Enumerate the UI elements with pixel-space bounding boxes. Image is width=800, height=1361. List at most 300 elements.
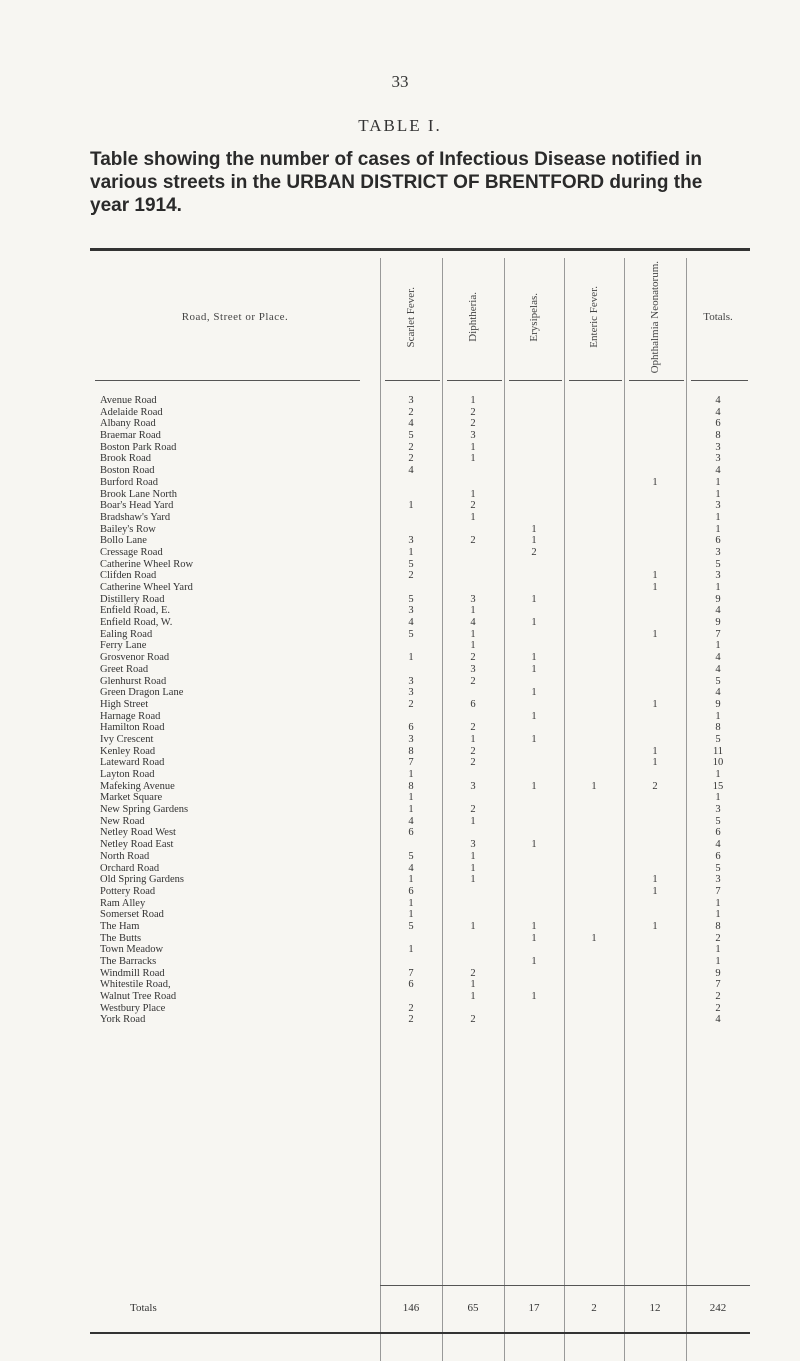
road-name: Boar's Head Yard [100, 500, 174, 512]
cell-scarlet: 4 [408, 418, 414, 430]
table-row [0, 746, 800, 758]
header-scarlet-label: Scarlet Fever. [405, 286, 417, 348]
cell-total: 3 [715, 500, 721, 512]
table-row [0, 886, 800, 898]
cell-erysipelas: 1 [531, 991, 537, 1003]
cell-total: 4 [715, 1014, 721, 1026]
cell-scarlet: 3 [408, 605, 414, 617]
totals-rule [380, 1285, 750, 1286]
road-name: New Spring Gardens [100, 804, 189, 816]
cell-scarlet: 1 [408, 500, 414, 512]
cell-total: 1 [715, 488, 721, 500]
cell-diphtheria: 1 [470, 441, 476, 453]
cell-diphtheria: 1 [470, 991, 476, 1003]
cell-scarlet: 2 [408, 1014, 414, 1026]
cell-diphtheria: 3 [470, 780, 476, 792]
road-name: New Road [100, 815, 145, 827]
cell-total: 6 [715, 827, 721, 839]
cell-erysipelas: 1 [531, 687, 537, 699]
cell-scarlet: 2 [408, 1002, 414, 1014]
totals-label: Totals [130, 1302, 157, 1314]
cell-diphtheria: 1 [470, 979, 476, 991]
total-erysipelas: 17 [528, 1302, 540, 1314]
table-row [0, 465, 800, 477]
road-name: Lateward Road [100, 757, 165, 769]
road-name: Netley Road West [100, 827, 176, 839]
cell-total: 1 [715, 792, 721, 804]
cell-scarlet: 7 [408, 757, 414, 769]
table-row [0, 804, 800, 816]
cell-scarlet: 5 [408, 558, 414, 570]
cell-total: 4 [715, 687, 721, 699]
cell-total: 1 [715, 909, 721, 921]
cell-erysipelas: 1 [531, 535, 537, 547]
cell-diphtheria: 1 [470, 640, 476, 652]
cell-ophthalmia: 1 [652, 476, 658, 488]
cell-scarlet: 1 [408, 792, 414, 804]
road-name: Bailey's Row [100, 523, 156, 535]
cell-diphtheria: 4 [470, 617, 476, 629]
cell-erysipelas: 1 [531, 593, 537, 605]
cell-ophthalmia: 1 [652, 582, 658, 593]
road-name: Boston Park Road [100, 441, 177, 453]
table-row [0, 535, 800, 547]
cell-erysipelas: 1 [531, 956, 537, 967]
cell-diphtheria: 2 [470, 406, 476, 418]
cell-erysipelas: 1 [531, 920, 537, 932]
road-name: Burford Road [100, 476, 159, 488]
cell-ophthalmia: 1 [652, 920, 658, 932]
cell-diphtheria: 1 [470, 488, 476, 500]
table-row [0, 500, 800, 512]
cell-scarlet: 5 [408, 430, 414, 442]
header-ophthalmia [624, 258, 686, 376]
cell-total: 6 [715, 535, 721, 547]
cell-scarlet: 3 [408, 395, 414, 406]
cell-diphtheria: 1 [470, 605, 476, 617]
cell-total: 1 [715, 640, 721, 652]
cell-total: 2 [715, 1002, 721, 1014]
cell-diphtheria: 3 [470, 430, 476, 442]
cell-erysipelas: 1 [531, 652, 537, 664]
cell-total: 4 [715, 395, 721, 406]
cell-diphtheria: 2 [470, 500, 476, 512]
header-enteric-label: Enteric Fever. [588, 286, 600, 348]
cell-erysipelas: 1 [531, 710, 537, 722]
total-enteric: 2 [591, 1302, 597, 1314]
cell-total: 9 [715, 617, 721, 629]
table-row [0, 722, 800, 734]
cell-diphtheria: 6 [470, 698, 476, 710]
cell-total: 3 [715, 874, 721, 886]
header-totals: Totals. [703, 311, 733, 323]
cell-scarlet: 5 [408, 593, 414, 605]
road-name: Mafeking Avenue [100, 780, 175, 792]
cell-total: 1 [715, 523, 721, 535]
cell-diphtheria: 1 [470, 733, 476, 745]
cell-scarlet: 2 [408, 406, 414, 418]
road-name: Green Dragon Lane [100, 687, 184, 699]
total-scarlet: 146 [402, 1302, 420, 1314]
table-row [0, 1003, 800, 1015]
road-name: Grosvenor Road [100, 652, 170, 664]
cell-total: 3 [715, 453, 721, 465]
cell-scarlet: 8 [408, 745, 414, 757]
table-row [0, 769, 800, 781]
road-name: Walnut Tree Road [100, 991, 177, 1003]
cell-total: 4 [715, 663, 721, 675]
cell-total: 2 [715, 932, 721, 944]
cell-total: 1 [715, 956, 721, 967]
cell-diphtheria: 1 [470, 850, 476, 862]
cell-ophthalmia: 1 [652, 745, 658, 757]
header-underline [385, 380, 440, 381]
cell-total: 11 [712, 745, 724, 757]
table-row [0, 711, 800, 723]
cell-total: 8 [715, 920, 721, 932]
cell-scarlet: 1 [408, 944, 414, 956]
cell-total: 8 [715, 722, 721, 734]
cell-scarlet: 6 [408, 885, 414, 897]
header-underline [509, 380, 562, 381]
table-row [0, 851, 800, 863]
cell-diphtheria: 3 [470, 663, 476, 675]
table-row [0, 407, 800, 419]
cell-scarlet: 2 [408, 453, 414, 465]
cell-scarlet: 1 [408, 909, 414, 921]
cell-total: 7 [715, 979, 721, 991]
cell-erysipelas: 2 [531, 546, 537, 558]
table-row [0, 477, 800, 489]
road-name: Ivy Crescent [100, 733, 154, 745]
table-row [0, 956, 800, 968]
table-row [0, 734, 800, 746]
table-row [0, 687, 800, 699]
cell-diphtheria: 1 [470, 395, 476, 406]
cell-diphtheria: 1 [470, 874, 476, 886]
cell-ophthalmia: 1 [652, 885, 658, 897]
grand-total: 242 [709, 1302, 727, 1314]
table-row [0, 664, 800, 676]
header-enteric-fever [564, 258, 624, 376]
road-name: Brook Road [100, 453, 152, 465]
road-name: Distillery Road [100, 593, 165, 605]
cell-scarlet: 1 [408, 874, 414, 886]
header-diphtheria-label: Diphtheria. [467, 292, 479, 342]
cell-erysipelas: 1 [531, 523, 537, 535]
cell-diphtheria: 2 [470, 757, 476, 769]
road-name: Clifden Road [100, 570, 157, 582]
totals-row [0, 1301, 800, 1315]
road-name: Windmill Road [100, 967, 165, 979]
cell-scarlet: 5 [408, 628, 414, 640]
header-diphtheria [442, 258, 504, 376]
table-row [0, 757, 800, 769]
table-row [0, 676, 800, 688]
cell-scarlet: 1 [408, 652, 414, 664]
cell-scarlet: 2 [408, 570, 414, 582]
table-row [0, 547, 800, 559]
cell-diphtheria: 1 [470, 628, 476, 640]
cell-enteric: 1 [591, 780, 597, 792]
cell-diphtheria: 1 [470, 511, 476, 523]
road-name: Bollo Lane [100, 535, 147, 547]
cell-total: 1 [715, 897, 721, 909]
table-label: TABLE I. [358, 116, 442, 135]
cell-scarlet: 4 [408, 815, 414, 827]
road-name: Ferry Lane [100, 640, 147, 652]
cell-total: 4 [715, 839, 721, 851]
table-row [0, 605, 800, 617]
cell-diphtheria: 1 [470, 815, 476, 827]
cell-scarlet: 4 [408, 862, 414, 874]
cell-total: 15 [712, 780, 724, 792]
road-name: Catherine Wheel Row [100, 558, 194, 570]
cell-scarlet: 6 [408, 827, 414, 839]
cell-total: 9 [715, 967, 721, 979]
table-row [0, 816, 800, 828]
table-row [0, 418, 800, 430]
cell-total: 4 [715, 465, 721, 477]
header-ophthalmia-label: Ophthalmia Neonatorum. [649, 260, 661, 374]
road-name: Enfield Road, E. [100, 605, 170, 617]
cell-diphtheria: 1 [470, 453, 476, 465]
cell-erysipelas: 1 [531, 663, 537, 675]
table-row [0, 979, 800, 991]
header-underline [95, 380, 360, 381]
cell-scarlet: 1 [408, 897, 414, 909]
header-underline [569, 380, 622, 381]
cell-scarlet: 1 [408, 769, 414, 780]
table-row [0, 909, 800, 921]
table-row [0, 991, 800, 1003]
cell-diphtheria: 2 [470, 418, 476, 430]
road-name: Brook Lane North [100, 488, 177, 500]
cell-total: 1 [715, 582, 721, 593]
table-row [0, 570, 800, 582]
road-name: Enfield Road, W. [100, 617, 173, 629]
cell-total: 3 [715, 570, 721, 582]
table-row [0, 827, 800, 839]
table-row [0, 559, 800, 571]
header-road: Road, Street or Place. [181, 311, 289, 323]
cell-scarlet: 1 [408, 804, 414, 816]
table-row [0, 968, 800, 980]
header-underline [691, 380, 748, 381]
cell-scarlet: 6 [408, 722, 414, 734]
road-name: Westbury Place [100, 1002, 166, 1014]
cell-total: 5 [715, 558, 721, 570]
cell-total: 1 [715, 476, 721, 488]
road-name: Somerset Road [100, 909, 164, 921]
cell-scarlet: 3 [408, 687, 414, 699]
header-erysipelas [504, 258, 564, 376]
table-row [0, 781, 800, 793]
cell-scarlet: 5 [408, 920, 414, 932]
cell-total: 1 [715, 710, 721, 722]
road-name: Ealing Road [100, 628, 153, 640]
cell-ophthalmia: 1 [652, 757, 658, 769]
road-name: Pottery Road [100, 885, 156, 897]
cell-ophthalmia: 1 [652, 874, 658, 886]
table-row [0, 512, 800, 524]
header-scarlet-fever [380, 258, 442, 376]
road-name: Glenhurst Road [100, 675, 167, 687]
road-name: Harnage Road [100, 710, 161, 722]
cell-total: 7 [715, 628, 721, 640]
cell-diphtheria: 2 [470, 745, 476, 757]
cell-diphtheria: 2 [470, 804, 476, 816]
cell-total: 9 [715, 593, 721, 605]
cell-diphtheria: 1 [470, 862, 476, 874]
table-row [0, 442, 800, 454]
road-name: Orchard Road [100, 862, 160, 874]
road-name: Old Spring Gardens [100, 874, 184, 886]
cell-scarlet: 2 [408, 698, 414, 710]
table-body [0, 395, 800, 1026]
cell-scarlet: 8 [408, 780, 414, 792]
cell-enteric: 1 [591, 932, 597, 944]
road-name: Catherine Wheel Yard [100, 582, 193, 593]
cell-erysipelas: 1 [531, 617, 537, 629]
road-name: Ram Alley [100, 897, 146, 909]
total-ophthalmia: 12 [649, 1302, 661, 1314]
road-name: The Ham [100, 920, 140, 932]
cell-ophthalmia: 1 [652, 628, 658, 640]
cell-total: 7 [715, 885, 721, 897]
cell-total: 6 [715, 850, 721, 862]
cell-erysipelas: 1 [531, 839, 537, 851]
cell-erysipelas: 1 [531, 780, 537, 792]
road-name: Kenley Road [100, 745, 156, 757]
header-erysipelas-label: Erysipelas. [528, 292, 540, 342]
cell-erysipelas: 1 [531, 733, 537, 745]
road-name: Braemar Road [100, 430, 161, 442]
road-name: Bradshaw's Yard [100, 511, 171, 523]
table-row [0, 640, 800, 652]
cell-erysipelas: 1 [531, 932, 537, 944]
road-name: The Barracks [100, 956, 157, 967]
table-row [0, 395, 800, 407]
road-name: North Road [100, 850, 150, 862]
road-name: Adelaide Road [100, 406, 163, 418]
cell-total: 5 [715, 675, 721, 687]
cell-total: 1 [715, 944, 721, 956]
cell-diphtheria: 2 [470, 722, 476, 734]
table-row [0, 944, 800, 956]
table-row [0, 792, 800, 804]
cell-total: 3 [715, 441, 721, 453]
road-name: Cressage Road [100, 546, 163, 558]
table-row [0, 489, 800, 501]
cell-scarlet: 3 [408, 675, 414, 687]
cell-diphtheria: 3 [470, 593, 476, 605]
road-name: Albany Road [100, 418, 156, 430]
table-row [0, 582, 800, 594]
cell-total: 6 [715, 418, 721, 430]
table-row [0, 921, 800, 933]
table-row [0, 629, 800, 641]
cell-total: 3 [715, 804, 721, 816]
cell-diphtheria: 2 [470, 1014, 476, 1026]
top-rule [90, 248, 750, 251]
road-name: York Road [100, 1014, 146, 1026]
header-underline [629, 380, 684, 381]
cell-diphtheria: 2 [470, 652, 476, 664]
cell-total: 5 [715, 862, 721, 874]
road-name: Boston Road [100, 465, 155, 477]
cell-total: 1 [715, 511, 721, 523]
cell-ophthalmia: 1 [652, 698, 658, 710]
cell-scarlet: 3 [408, 733, 414, 745]
cell-scarlet: 3 [408, 535, 414, 547]
cell-total: 5 [715, 733, 721, 745]
table-row [0, 699, 800, 711]
road-name: Netley Road East [100, 839, 174, 851]
cell-diphtheria: 2 [470, 675, 476, 687]
cell-scarlet: 5 [408, 850, 414, 862]
cell-scarlet: 2 [408, 441, 414, 453]
cell-total: 5 [715, 815, 721, 827]
cell-scarlet: 4 [408, 617, 414, 629]
cell-scarlet: 1 [408, 546, 414, 558]
cell-total: 10 [712, 757, 724, 769]
cell-ophthalmia: 1 [652, 570, 658, 582]
table-row [0, 863, 800, 875]
cell-scarlet: 6 [408, 979, 414, 991]
cell-total: 1 [715, 769, 721, 780]
cell-diphtheria: 3 [470, 839, 476, 851]
road-name: Town Meadow [100, 944, 164, 956]
road-name: Market Square [100, 792, 163, 804]
cell-scarlet: 7 [408, 967, 414, 979]
cell-total: 4 [715, 406, 721, 418]
cell-total: 4 [715, 605, 721, 617]
cell-total: 3 [715, 546, 721, 558]
table-caption: Table showing the number of cases of Infectious Disease notified in various streets in the URBAN DISTRICT OF BRENTFORD during the year 1914. [90, 149, 703, 216]
road-name: Avenue Road [100, 395, 157, 406]
cell-total: 4 [715, 652, 721, 664]
header-underline [447, 380, 502, 381]
road-name: The Butts [100, 932, 142, 944]
cell-scarlet: 4 [408, 465, 414, 477]
cell-total: 9 [715, 698, 721, 710]
table-row [0, 652, 800, 664]
table-row [0, 524, 800, 536]
road-name: Layton Road [100, 769, 155, 780]
page-number: 33 [391, 72, 409, 91]
table-row [0, 1014, 800, 1026]
table-row [0, 453, 800, 465]
cell-diphtheria: 2 [470, 535, 476, 547]
table-row [0, 430, 800, 442]
table-row [0, 617, 800, 629]
table-row [0, 594, 800, 606]
cell-total: 8 [715, 430, 721, 442]
cell-diphtheria: 2 [470, 967, 476, 979]
table-row [0, 839, 800, 851]
cell-total: 2 [715, 991, 721, 1003]
table-row [0, 874, 800, 886]
road-name: Greet Road [100, 663, 149, 675]
cell-diphtheria: 1 [470, 920, 476, 932]
table-row [0, 898, 800, 910]
cell-ophthalmia: 2 [652, 780, 658, 792]
table-row [0, 933, 800, 945]
total-diphtheria: 65 [467, 1302, 479, 1314]
road-name: Whitestile Road, [100, 979, 171, 991]
road-name: High Street [100, 698, 149, 710]
